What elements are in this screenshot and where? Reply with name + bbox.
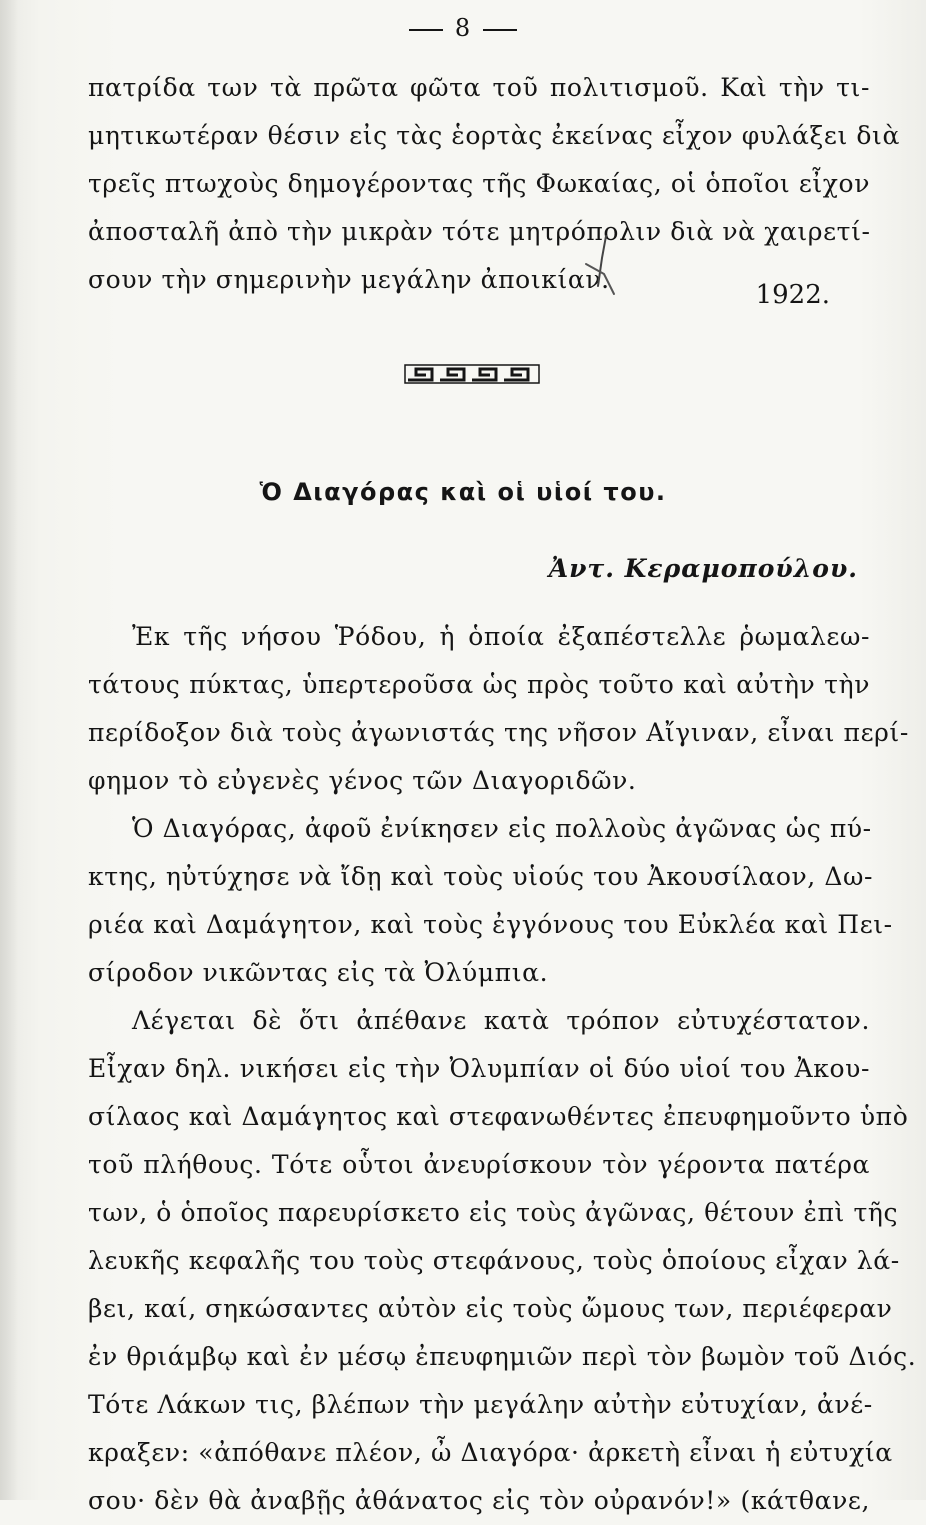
meander-ornament-icon [404, 363, 540, 385]
paragraph-2-line: ἐν θριάμβῳ καὶ ἐν μέσῳ ἐπευφημιῶν περὶ τὸν βωμὸν τοῦ Διός. [88, 1342, 917, 1371]
paragraph-2-line: τάτους πύκτας, ὑπερτεροῦσα ὡς πρὸς τοῦτο καὶ αὐτὴν τὴν [88, 670, 870, 699]
page-number-text: 8 [454, 14, 472, 42]
paragraph-2-line: περίδοξον διὰ τοὺς ἀγωνιστάς της νῆσον Αἴγιναν, εἶναι περί- [88, 718, 909, 747]
paragraph-1 [88, 64, 900, 304]
paragraph-2-line: των, ὁ ὁποῖος παρευρίσκετο εἰς τοὺς ἀγῶνας, θέτουν ἐπὶ τῆς [88, 1198, 899, 1227]
paragraph-2-line: κτης, ηὐτύχησε νὰ ἴδῃ καὶ τοὺς υἱούς του Ἀκουσίλαον, Δω- [88, 862, 874, 891]
paragraph-2-line: σίλαος καὶ Δαμάγητος καὶ στεφανωθέντες ἐπευφημοῦντο ὑπὸ [88, 1102, 909, 1131]
paragraph-1-line: πατρίδα των τὰ πρῶτα φῶτα τοῦ πολιτισμοῦ. Καὶ τὴν τι- [88, 73, 870, 102]
paragraph-2-line: Ἐκ τῆς νήσου Ῥόδου, ἡ ὁποία ἐξαπέστελλε ῥωμαλεω- [132, 622, 870, 651]
paragraph-2-line: τοῦ πλήθους. Τότε οὗτοι ἀνευρίσκουν τὸν γέροντα πατέρα [88, 1150, 870, 1179]
paragraph-2 [88, 613, 917, 1525]
page-number-dash-right [483, 29, 517, 31]
paragraph-2-line: σίροδον νικῶντας εἰς τὰ Ὀλύμπια. [88, 958, 549, 987]
paragraph-1-line: σουν τὴν σημερινὴν μεγάλην ἀποικίαν. [88, 265, 610, 294]
paragraph-2-line: κραξεν: «ἀπόθανε πλέον, ὦ Διαγόρα· ἀρκετὴ εἶναι ἡ εὐτυχία [88, 1438, 893, 1467]
paragraph-2-line: ριέα καὶ Δαμάγητον, καὶ τοὺς ἐγγόνους του Εὐκλέα καὶ Πει- [88, 910, 893, 939]
page-edge-shadow [0, 0, 18, 1500]
paragraph-1-line: μητικωτέραν θέσιν εἰς τὰς ἑορτὰς ἐκείνας εἶχον φυλάξει διὰ [88, 121, 900, 150]
paragraph-2-line: Ὁ Διαγόρας, ἀφοῦ ἐνίκησεν εἰς πολλοὺς ἀγῶνας ὡς πύ- [132, 814, 872, 843]
page-number-dash-left [409, 29, 443, 31]
paragraph-2-line: βει, καί, σηκώσαντες αὐτὸν εἰς τοὺς ὤμους των, περιέφεραν [88, 1294, 893, 1323]
pencil-mark-icon [580, 230, 620, 300]
paragraph-1-line: τρεῖς πτωχοὺς δημογέροντας τῆς Φωκαίας, οἱ ὁποῖοι εἶχον [88, 169, 870, 198]
page-number [0, 14, 926, 42]
paragraph-2-line: Εἶχαν δηλ. νικήσει εἰς τὴν Ὀλυμπίαν οἱ δύο υἱοί του Ἀκου- [88, 1054, 870, 1083]
paragraph-1-line: ἀποσταλῆ ἀπὸ τὴν μικρὰν τότε μητρόπολιν διὰ νὰ χαιρετί- [88, 217, 871, 246]
paragraph-2-line: φημον τὸ εὐγενὲς γένος τῶν Διαγοριδῶν. [88, 766, 637, 795]
paragraph-2-line: Τότε Λάκων τις, βλέπων τὴν μεγάλην αὐτὴν εὐτυχίαν, ἀνέ- [88, 1390, 873, 1419]
date: 1922. [755, 280, 830, 310]
paragraph-2-line: λευκῆς κεφαλῆς του τοὺς στεφάνους, τοὺς ὁποίους εἶχαν λά- [88, 1246, 900, 1275]
paragraph-2-line: σου· δὲν θὰ ἀναβῇς ἀθάνατος εἰς τὸν οὐρανόν!» (κάτθανε, [88, 1486, 870, 1515]
article-title: Ὁ Διαγόρας καὶ οἱ υἱοί του. [259, 478, 667, 506]
paragraph-2-line: Λέγεται δὲ ὅτι ἀπέθανε κατὰ τρόπον εὐτυχέστατον. [132, 1006, 870, 1035]
article-author: Ἀντ. Κεραμοπούλου. [548, 554, 858, 583]
